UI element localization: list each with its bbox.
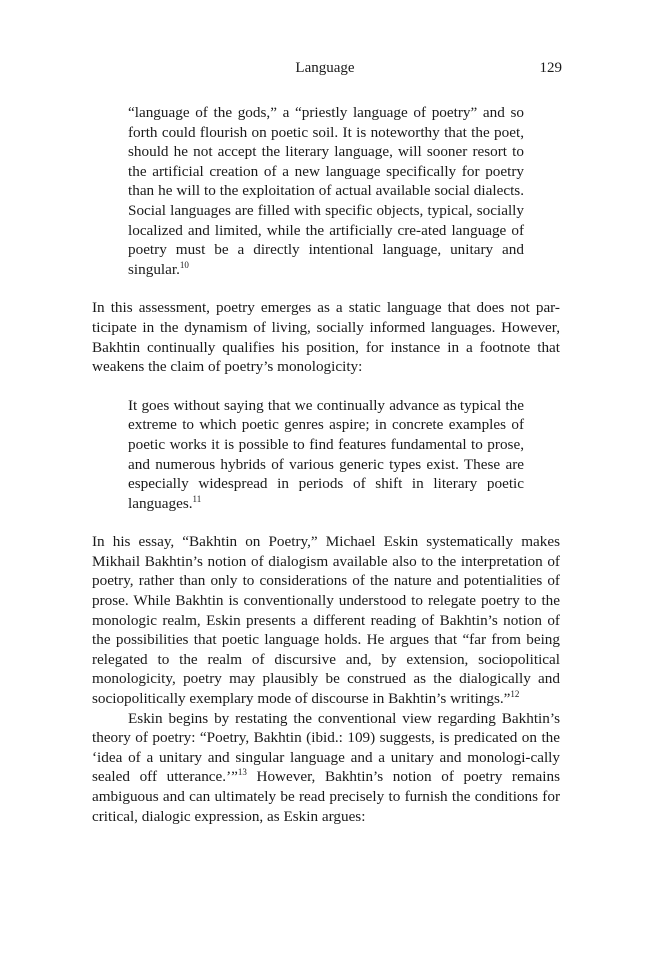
paragraph-3-text-a: Eskin begins by restating the conventional view regarding Bakhtin’s theory of poetry: “Poetry, Bakhtin (ibid.: 109) suggests, is predicated on the ‘idea of a unitary and singular language and a unitary and monologi-cally sealed off utterance.’” <box>92 709 560 786</box>
footnote-ref-11: 11 <box>192 493 202 504</box>
block-quote-1 <box>128 103 524 279</box>
running-head <box>0 60 650 82</box>
page-number: 129 <box>539 60 562 76</box>
footnote-ref-12: 12 <box>510 688 520 699</box>
paragraph-2 <box>92 532 560 708</box>
paragraph-2-text: In his essay, “Bakhtin on Poetry,” Michael Eskin systematically makes Mikhail Bakhtin’s notion of dialogism available also to the interpretation of poetry, rather than only to considerations of the nature and potentialities of prose. While Bakhtin is conventionally understood to relegate poetry to the monologic realm, Eskin presents a different reading of Bakhtin’s notion of the possibilities that poetic language holds. He argues that “far from being relegated to the realm of discursive and, by extension, sociopolitical monologicity, poetry may plausibly be construed as the dialogically and sociopolitically exemplary mode of discourse in Bakhtin’s writings.” <box>92 533 560 708</box>
running-title: Language <box>295 60 355 76</box>
paragraph-3-text-b: However, Bakhtin’s notion of poetry remains ambiguous and can ultimately be read precisely to furnish the conditions for critical, dialogic expression, as Eskin argues: <box>92 768 561 825</box>
block-quote-2-text: It goes without saying that we continually advance as typical the extreme to which poetic genres aspire; in concrete examples of poetic works it is possible to find features fundamental to prose, and numerous hybrids of various generic types exist. These are especially widespread in periods of shift in literary poetic languages. <box>128 396 524 512</box>
paragraph-3 <box>92 709 560 827</box>
footnote-ref-13: 13 <box>237 767 247 778</box>
footnote-ref-10: 10 <box>179 259 189 270</box>
body-text <box>92 103 560 826</box>
block-quote-2 <box>128 396 524 514</box>
block-quote-1-text: “language of the gods,” a “priestly language of poetry” and so forth could flourish on poetic soil. It is noteworthy that the poet, should he not accept the literary language, will sooner resort to the artificial creation of a new language specifically for poetry than he will to the exploitation of actual available social dialects. Social languages are filled with specific objects, typical, socially localized and limited, while the artificially cre-ated language of poetry must be a directly intentional language, unitary and singular. <box>128 104 524 278</box>
paragraph-1: In this assessment, poetry emerges as a static language that does not par-ticipate in the dynamism of living, socially informed languages. However, Bakhtin continually qualifies his position, for instance in a footnote that weakens the claim of poetry’s monologicity: <box>92 299 560 376</box>
